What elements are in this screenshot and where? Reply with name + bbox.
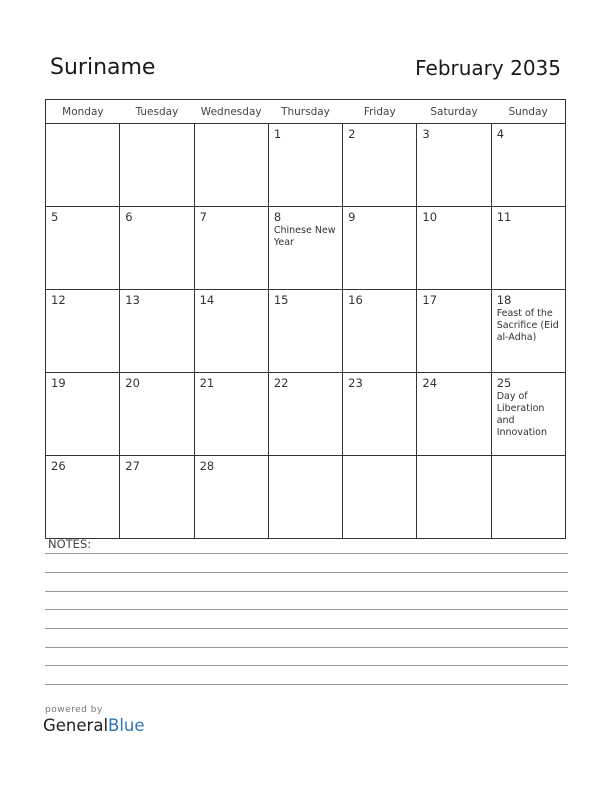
brand-general: General: [43, 716, 109, 735]
week-row: [46, 207, 566, 290]
day-cell: [343, 124, 417, 207]
week-row: [46, 456, 566, 539]
day-number: 13: [125, 293, 140, 307]
day-cell: [491, 124, 565, 207]
day-cell: [491, 207, 565, 290]
week-row: [46, 290, 566, 373]
holiday-event: Day of Liberation and Innovation: [496, 391, 547, 438]
day-number: 14: [199, 293, 215, 307]
day-number: 28: [199, 459, 215, 473]
day-number: 26: [51, 459, 66, 473]
day-cell: [491, 373, 565, 456]
day-cell: [343, 456, 417, 539]
day-number: 7: [199, 210, 207, 224]
note-line: [45, 684, 568, 685]
day-number: 21: [199, 376, 215, 390]
day-cell: [120, 124, 194, 207]
day-cell: [491, 290, 565, 373]
brand-blue: Blue: [108, 716, 145, 735]
day-number: 9: [348, 210, 356, 224]
weekday-header-row: [46, 100, 566, 124]
day-number: 3: [422, 127, 430, 141]
note-line: [45, 553, 568, 554]
day-cell: [268, 456, 342, 539]
day-number: 10: [422, 210, 438, 224]
day-cell: [268, 290, 342, 373]
week-row: [46, 124, 566, 207]
calendar-grid: [45, 99, 566, 539]
day-number: 27: [125, 459, 140, 473]
day-cell: [491, 456, 565, 539]
day-number: 15: [273, 293, 289, 307]
month-year-title: February 2035: [415, 56, 561, 80]
day-cell: [417, 207, 491, 290]
day-number: 22: [273, 376, 289, 390]
day-cell: [417, 290, 491, 373]
weekday-sunday: Sunday: [491, 100, 565, 124]
note-line: [45, 591, 568, 592]
day-number: 19: [51, 376, 66, 390]
day-number: 24: [422, 376, 438, 390]
day-number: 8: [273, 210, 282, 224]
day-cell: [194, 207, 268, 290]
day-number: 2: [348, 127, 356, 141]
day-number: 25: [496, 376, 512, 390]
day-cell: [120, 373, 194, 456]
weekday-tuesday: Tuesday: [120, 100, 194, 124]
weekday-friday: Friday: [343, 100, 417, 124]
weekday-saturday: Saturday: [417, 100, 491, 124]
day-cell: [194, 290, 268, 373]
day-number: 16: [348, 293, 363, 307]
day-cell: [268, 207, 342, 290]
day-cell: [194, 124, 268, 207]
day-cell: [46, 207, 120, 290]
day-cell: [194, 456, 268, 539]
holiday-event: Chinese New Year: [273, 225, 336, 248]
day-number: 4: [496, 127, 505, 141]
day-cell: [194, 373, 268, 456]
day-cell: [46, 373, 120, 456]
brand-logo: [43, 716, 145, 735]
day-number: 6: [125, 210, 133, 224]
note-line: [45, 609, 568, 610]
day-cell: [343, 207, 417, 290]
powered-by-text: powered by: [45, 705, 103, 715]
day-number: 12: [51, 293, 66, 307]
day-cell: [417, 124, 491, 207]
note-line: [45, 647, 568, 648]
day-cell: [46, 290, 120, 373]
day-number: 20: [125, 376, 140, 390]
day-cell: [268, 373, 342, 456]
day-number: 23: [348, 376, 363, 390]
weekday-monday: Monday: [46, 100, 120, 124]
day-cell: [46, 456, 120, 539]
day-cell: [268, 124, 342, 207]
notes-label: NOTES:: [48, 537, 92, 551]
day-cell: [417, 456, 491, 539]
day-number: 17: [422, 293, 438, 307]
note-line: [45, 665, 568, 666]
holiday-event: Feast of the Sacrifice (Eid al-Adha): [496, 308, 559, 343]
day-number: 1: [273, 127, 282, 141]
day-number: 18: [496, 293, 512, 307]
day-cell: [120, 290, 194, 373]
day-cell: [343, 373, 417, 456]
day-cell: [120, 456, 194, 539]
week-row: [46, 373, 566, 456]
note-line: [45, 572, 568, 573]
day-cell: [417, 373, 491, 456]
day-cell: [120, 207, 194, 290]
day-number: 11: [496, 210, 512, 224]
day-cell: [343, 290, 417, 373]
day-number: 5: [51, 210, 59, 224]
weekday-thursday: Thursday: [268, 100, 342, 124]
country-title: Suriname: [50, 55, 156, 80]
weekday-wednesday: Wednesday: [194, 100, 268, 124]
day-cell: [46, 124, 120, 207]
note-line: [45, 628, 568, 629]
